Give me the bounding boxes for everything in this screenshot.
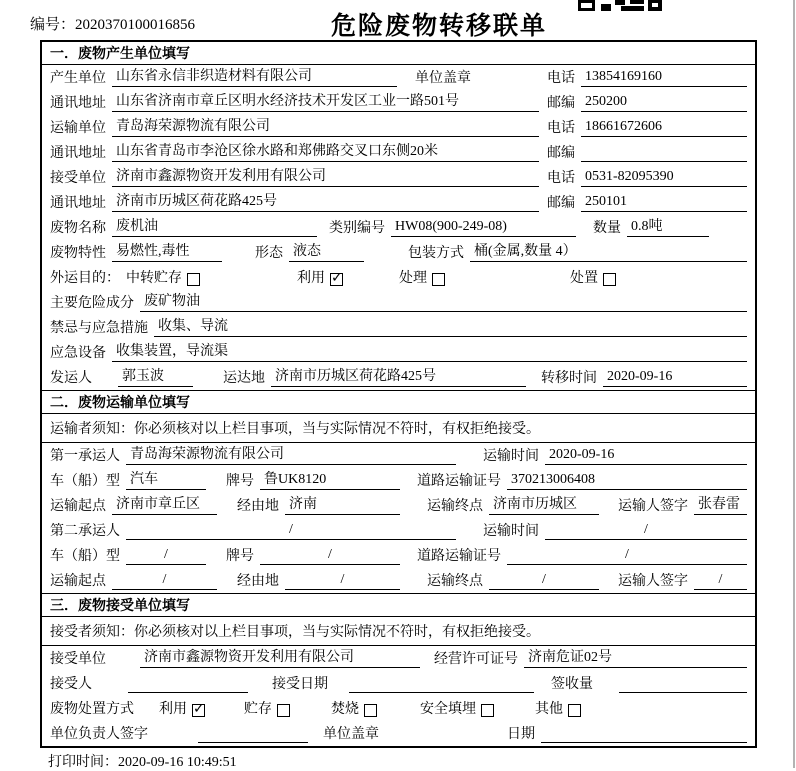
- purpose-option-utilize: [297, 267, 343, 287]
- accept-unit-value: 济南市鑫源物资开发利用有限公司: [140, 646, 420, 668]
- disposal-incinerate-checkbox: [364, 704, 377, 717]
- row-transfer-purpose: [42, 265, 755, 290]
- purpose-utilize-checkbox: [330, 273, 343, 286]
- carrier1-permit-value: 370213006408: [507, 472, 747, 490]
- carrier2-vehicle-value: /: [126, 547, 206, 565]
- producer-phone-value: 13854169160: [581, 69, 747, 87]
- row-producer-address: [42, 90, 755, 115]
- carrier2-origin-value: /: [112, 572, 217, 590]
- receiver-value: 济南市鑫源物资开发利用有限公司: [112, 165, 539, 187]
- producer-zip-value: 250200: [581, 94, 747, 112]
- destination-label: 运达地: [223, 371, 265, 386]
- end-label: 运输终点: [427, 499, 483, 514]
- form-label: 形态: [255, 246, 283, 261]
- purpose-dispose-label: 处置: [570, 271, 598, 286]
- accept-date-label: 接受日期: [272, 677, 328, 692]
- transporter-value: 青岛海荣源物流有限公司: [112, 115, 539, 137]
- manifest-table: [40, 40, 757, 748]
- row-receiver: [42, 165, 755, 190]
- transporter-address-value: 山东省青岛市李沧区徐水路和郑佛路交叉口东侧20米: [112, 140, 539, 162]
- address-label: 通讯地址: [50, 196, 106, 211]
- purpose-treat-checkbox: [432, 273, 445, 286]
- accept-date-value: [349, 676, 534, 693]
- row-emergency-equipment: [42, 340, 755, 365]
- row-hazard-component: [42, 290, 755, 315]
- carrier1-end-value: 济南市历城区: [489, 493, 599, 515]
- receiver-notice: 接受者须知：你必须核对以上栏目事项，当与实际情况不符时，有权拒绝接受。: [42, 617, 755, 646]
- address-label: 通讯地址: [50, 96, 106, 111]
- equipment-value: 收集装置，导流渠: [112, 340, 747, 362]
- print-time: [48, 751, 237, 771]
- manager-sign-value: [198, 726, 308, 743]
- origin-label: 运输起点: [50, 574, 106, 589]
- purpose-storage-checkbox: [187, 273, 200, 286]
- road-permit-label: 道路运输证号: [417, 549, 501, 564]
- hazard-label: 主要危险成分: [50, 296, 134, 311]
- disposal-label: 废物处置方式: [50, 702, 134, 717]
- waste-name-label: 废物名称: [50, 221, 106, 236]
- purpose-dispose-checkbox: [603, 273, 616, 286]
- phone-label: 电话: [547, 121, 575, 136]
- row-carrier1-route: [42, 493, 755, 518]
- zip-label: 邮编: [547, 146, 575, 161]
- disposal-utilize-checkbox: [192, 704, 205, 717]
- transporter-zip-value: [581, 145, 747, 162]
- producer-value: 山东省永信非织造材料有限公司: [112, 65, 397, 87]
- row-carrier2: [42, 518, 755, 543]
- row-carrier1-vehicle: [42, 468, 755, 493]
- zip-label: 邮编: [547, 96, 575, 111]
- waste-name-value: 废机油: [112, 215, 317, 237]
- purpose-option-dispose: [570, 267, 616, 287]
- shipper-value: 郭玉波: [118, 365, 193, 387]
- receiver-address-value: 济南市历城区荷花路425号: [112, 190, 539, 212]
- disposal-incinerate-label: 焚烧: [331, 702, 359, 717]
- transport-time-label: 运输时间: [483, 449, 539, 464]
- disposal-landfill-label: 安全填埋: [420, 702, 476, 717]
- manager-sign-label: 单位负责人签字: [50, 727, 148, 742]
- shipper-label: 发运人: [50, 371, 92, 386]
- end-label: 运输终点: [427, 574, 483, 589]
- disposal-other-label: 其他: [535, 702, 563, 717]
- print-time-label: 打印时间：: [48, 755, 118, 770]
- producer-address-value: 山东省济南市章丘区明水经济技术开发区工业一路501号: [112, 90, 539, 112]
- taboo-value: 收集、导流: [154, 315, 747, 337]
- equipment-label: 应急设备: [50, 346, 106, 361]
- category-label: 类别编号: [329, 221, 385, 236]
- row-carrier1: [42, 443, 755, 468]
- carrier2-value: /: [126, 522, 456, 540]
- page-title: 危险废物转移联单: [331, 12, 548, 40]
- carrier-sign-label: 运输人签字: [618, 499, 688, 514]
- signed-amount-value: [619, 676, 747, 693]
- phone-label: 电话: [547, 71, 575, 86]
- carrier2-sign-value: /: [694, 572, 747, 590]
- purpose-option-treat: [399, 267, 445, 287]
- plate-label: 牌号: [226, 549, 254, 564]
- carrier2-plate-value: /: [260, 547, 400, 565]
- row-transporter-address: [42, 140, 755, 165]
- purpose-label: 外运目的：: [50, 271, 120, 286]
- carrier1-vehicle-value: 汽车: [126, 468, 206, 490]
- row-shipper: [42, 365, 755, 390]
- carrier1-via-value: 济南: [285, 493, 400, 515]
- carrier2-label: 第二承运人: [50, 524, 120, 539]
- doc-number: [30, 13, 195, 34]
- disposal-store-checkbox: [277, 704, 290, 717]
- zip-label: 邮编: [547, 196, 575, 211]
- transporter-notice: 运输者须知：你必须核对以上栏目事项，当与实际情况不符时，有权拒绝接受。: [42, 414, 755, 443]
- plate-label: 牌号: [226, 474, 254, 489]
- disposal-option-incinerate: [331, 698, 377, 718]
- unit-seal-label: 单位盖章: [323, 727, 379, 742]
- purpose-storage-label: 中转贮存: [126, 271, 182, 286]
- origin-label: 运输起点: [50, 499, 106, 514]
- category-value: HW08(900-249-08): [391, 219, 576, 237]
- accept-unit-label: 接受单位: [50, 652, 106, 667]
- disposal-other-checkbox: [568, 704, 581, 717]
- sign-date-value: [541, 726, 747, 743]
- row-carrier2-route: [42, 568, 755, 593]
- section1-header: 一．废物产生单位填写: [42, 42, 755, 65]
- carrier-sign-label: 运输人签字: [618, 574, 688, 589]
- transporter-label: 运输单位: [50, 121, 106, 136]
- address-label: 通讯地址: [50, 146, 106, 161]
- vehicle-type-label: 车（船）型: [50, 549, 120, 564]
- row-waste-name: [42, 215, 755, 240]
- disposal-option-landfill: [420, 698, 494, 718]
- accept-person-value: [128, 676, 248, 693]
- section3-header: 三．废物接受单位填写: [42, 593, 755, 617]
- hazard-value: 废矿物油: [140, 290, 747, 312]
- accept-person-label: 接受人: [50, 677, 92, 692]
- disposal-option-other: [535, 698, 581, 718]
- receiver-phone-value: 0531-82095390: [581, 169, 747, 187]
- carrier2-permit-value: /: [507, 547, 747, 565]
- carrier2-via-value: /: [285, 572, 400, 590]
- disposal-option-utilize: [159, 698, 205, 718]
- section2-header: 二．废物运输单位填写: [42, 390, 755, 414]
- doc-number-value: 2020370100016856: [75, 17, 196, 33]
- business-permit-value: 济南危证02号: [524, 646, 747, 668]
- carrier2-end-value: /: [489, 572, 599, 590]
- disposal-landfill-checkbox: [481, 704, 494, 717]
- packaging-label: 包装方式: [408, 246, 464, 261]
- row-waste-character: [42, 240, 755, 265]
- quantity-label: 数量: [593, 221, 621, 236]
- disposal-option-store: [244, 698, 290, 718]
- unit-seal-label: 单位盖章: [415, 71, 471, 86]
- form-value: 液态: [289, 240, 364, 262]
- purpose-treat-label: 处理: [399, 271, 427, 286]
- receiver-zip-value: 250101: [581, 194, 747, 212]
- carrier1-time-value: 2020-09-16: [545, 447, 747, 465]
- packaging-value: 桶(金属,数量 4）: [470, 240, 747, 262]
- row-accept-person: [42, 671, 755, 696]
- row-accept-unit: [42, 646, 755, 671]
- purpose-option-storage: [126, 267, 200, 287]
- character-label: 废物特性: [50, 246, 106, 261]
- doc-number-label: 编号：: [30, 17, 76, 33]
- phone-label: 电话: [547, 171, 575, 186]
- producer-label: 产生单位: [50, 71, 106, 86]
- destination-value: 济南市历城区荷花路425号: [271, 365, 526, 387]
- row-manager-sign: [42, 721, 755, 746]
- row-transporter: [42, 115, 755, 140]
- quantity-value: 0.8吨: [627, 215, 709, 237]
- receiver-label: 接受单位: [50, 171, 106, 186]
- signed-amount-label: 签收量: [551, 677, 593, 692]
- taboo-label: 禁忌与应急措施: [50, 321, 148, 336]
- carrier1-value: 青岛海荣源物流有限公司: [126, 443, 456, 465]
- via-label: 经由地: [237, 574, 279, 589]
- road-permit-label: 道路运输证号: [417, 474, 501, 489]
- transporter-phone-value: 18661672606: [581, 119, 747, 137]
- row-carrier2-vehicle: [42, 543, 755, 568]
- disposal-utilize-label: 利用: [159, 702, 187, 717]
- carrier1-sign-value: 张春雷: [694, 493, 747, 515]
- row-taboo-measures: [42, 315, 755, 340]
- row-producer: [42, 65, 755, 90]
- disposal-store-label: 贮存: [244, 702, 272, 717]
- page-header: [0, 0, 796, 40]
- carrier1-origin-value: 济南市章丘区: [112, 493, 217, 515]
- qr-code-fragment: [578, 0, 664, 12]
- print-time-value: 2020-09-16 10:49:51: [118, 755, 237, 770]
- row-receiver-address: [42, 190, 755, 215]
- via-label: 经由地: [237, 499, 279, 514]
- carrier2-time-value: /: [545, 522, 747, 540]
- carrier1-label: 第一承运人: [50, 449, 120, 464]
- vehicle-type-label: 车（船）型: [50, 474, 120, 489]
- purpose-utilize-label: 利用: [297, 271, 325, 286]
- carrier1-plate-value: 鲁UK8120: [260, 468, 400, 490]
- transfer-time-label: 转移时间: [541, 371, 597, 386]
- transport-time-label: 运输时间: [483, 524, 539, 539]
- sign-date-label: 日期: [507, 727, 535, 742]
- transfer-time-value: 2020-09-16: [603, 369, 747, 387]
- page-edge: [793, 0, 795, 768]
- business-permit-label: 经营许可证号: [434, 652, 518, 667]
- character-value: 易燃性,毒性: [112, 240, 222, 262]
- row-disposal-method: [42, 696, 755, 721]
